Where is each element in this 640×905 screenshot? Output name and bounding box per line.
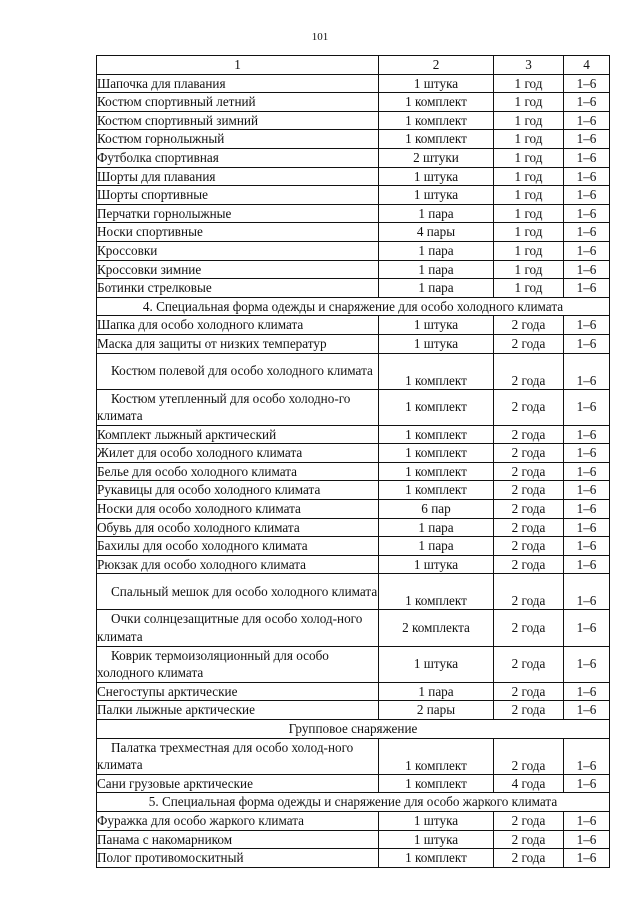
category-cell: 1–6 bbox=[564, 574, 610, 610]
quantity-cell: 1 штука bbox=[379, 555, 494, 574]
category-cell: 1–6 bbox=[564, 425, 610, 444]
item-name-cell: Шапочка для плавания bbox=[97, 74, 379, 93]
category-cell: 1–6 bbox=[564, 186, 610, 205]
item-name-cell: Ботинки стрелковые bbox=[97, 279, 379, 298]
item-name-cell: Снегоступы арктические bbox=[97, 682, 379, 701]
category-cell: 1–6 bbox=[564, 316, 610, 335]
term-cell: 2 года bbox=[494, 316, 564, 335]
term-cell: 1 год bbox=[494, 74, 564, 93]
term-cell: 2 года bbox=[494, 444, 564, 463]
quantity-cell: 1 штука bbox=[379, 74, 494, 93]
item-name-cell: Жилет для особо холодного климата bbox=[97, 444, 379, 463]
term-cell: 2 года bbox=[494, 610, 564, 646]
term-cell: 2 года bbox=[494, 462, 564, 481]
quantity-cell: 1 комплект bbox=[379, 389, 494, 425]
quantity-cell: 1 штука bbox=[379, 830, 494, 849]
item-name-cell: Спальный мешок для особо холодного климата bbox=[97, 574, 379, 610]
table-row bbox=[97, 444, 610, 463]
quantity-cell: 1 штука bbox=[379, 334, 494, 353]
table-row bbox=[97, 93, 610, 112]
item-name-cell: Панама с накомарником bbox=[97, 830, 379, 849]
item-name-cell: Рюкзак для особо холодного климата bbox=[97, 555, 379, 574]
item-name-cell: Носки для особо холодного климата bbox=[97, 500, 379, 519]
item-name-cell: Фуражка для особо жаркого климата bbox=[97, 811, 379, 830]
category-cell: 1–6 bbox=[564, 481, 610, 500]
quantity-cell: 1 комплект bbox=[379, 849, 494, 868]
table-row bbox=[97, 130, 610, 149]
item-name-cell: Кроссовки зимние bbox=[97, 260, 379, 279]
table-header-row bbox=[97, 56, 610, 75]
term-cell: 1 год bbox=[494, 167, 564, 186]
quantity-cell: 1 комплект bbox=[379, 93, 494, 112]
column-header-4: 4 bbox=[564, 56, 610, 75]
table-row bbox=[97, 353, 610, 389]
item-name-cell: Костюм спортивный летний bbox=[97, 93, 379, 112]
table-row bbox=[97, 148, 610, 167]
term-cell: 2 года bbox=[494, 701, 564, 720]
column-header-3: 3 bbox=[494, 56, 564, 75]
item-name-cell: Перчатки горнолыжные bbox=[97, 204, 379, 223]
quantity-cell: 6 пар bbox=[379, 500, 494, 519]
quantity-cell: 1 комплект bbox=[379, 738, 494, 774]
table-row bbox=[97, 500, 610, 519]
quantity-cell: 1 комплект bbox=[379, 481, 494, 500]
term-cell: 2 года bbox=[494, 389, 564, 425]
quantity-cell: 2 комплекта bbox=[379, 610, 494, 646]
table-row bbox=[97, 316, 610, 335]
term-cell: 4 года bbox=[494, 774, 564, 793]
table-row bbox=[97, 186, 610, 205]
category-cell: 1–6 bbox=[564, 811, 610, 830]
term-cell: 2 года bbox=[494, 555, 564, 574]
category-cell: 1–6 bbox=[564, 93, 610, 112]
quantity-cell: 1 комплект bbox=[379, 462, 494, 481]
category-cell: 1–6 bbox=[564, 610, 610, 646]
category-cell: 1–6 bbox=[564, 537, 610, 556]
term-cell: 1 год bbox=[494, 204, 564, 223]
category-cell: 1–6 bbox=[564, 389, 610, 425]
term-cell: 1 год bbox=[494, 223, 564, 242]
category-cell: 1–6 bbox=[564, 130, 610, 149]
quantity-cell: 1 комплект bbox=[379, 444, 494, 463]
item-name-cell: Носки спортивные bbox=[97, 223, 379, 242]
column-header-1: 1 bbox=[97, 56, 379, 75]
category-cell: 1–6 bbox=[564, 241, 610, 260]
table-row bbox=[97, 223, 610, 242]
table-row bbox=[97, 849, 610, 868]
term-cell: 2 года bbox=[494, 500, 564, 519]
category-cell: 1–6 bbox=[564, 167, 610, 186]
table-row bbox=[97, 74, 610, 93]
term-cell: 2 года bbox=[494, 830, 564, 849]
table-row bbox=[97, 389, 610, 425]
term-cell: 1 год bbox=[494, 130, 564, 149]
quantity-cell: 1 пара bbox=[379, 260, 494, 279]
table-row bbox=[97, 701, 610, 720]
equipment-table bbox=[96, 55, 610, 868]
category-cell: 1–6 bbox=[564, 223, 610, 242]
table-row bbox=[97, 334, 610, 353]
term-cell: 2 года bbox=[494, 334, 564, 353]
category-cell: 1–6 bbox=[564, 279, 610, 298]
term-cell: 1 год bbox=[494, 93, 564, 112]
item-name-cell: Шапка для особо холодного климата bbox=[97, 316, 379, 335]
item-name-cell: Палки лыжные арктические bbox=[97, 701, 379, 720]
item-name-cell: Палатка трехместная для особо холод-ного климата bbox=[97, 738, 379, 774]
category-cell: 1–6 bbox=[564, 646, 610, 682]
section-row bbox=[97, 720, 610, 739]
quantity-cell: 1 штука bbox=[379, 811, 494, 830]
table-row bbox=[97, 555, 610, 574]
quantity-cell: 2 штуки bbox=[379, 148, 494, 167]
quantity-cell: 1 пара bbox=[379, 279, 494, 298]
category-cell: 1–6 bbox=[564, 334, 610, 353]
quantity-cell: 4 пары bbox=[379, 223, 494, 242]
term-cell: 2 года bbox=[494, 738, 564, 774]
item-name-cell: Костюм утепленный для особо холодно-го климата bbox=[97, 389, 379, 425]
table-row bbox=[97, 279, 610, 298]
item-name-cell: Шорты для плавания bbox=[97, 167, 379, 186]
term-cell: 2 года bbox=[494, 811, 564, 830]
quantity-cell: 1 пара bbox=[379, 241, 494, 260]
category-cell: 1–6 bbox=[564, 111, 610, 130]
item-name-cell: Сани грузовые арктические bbox=[97, 774, 379, 793]
table-row bbox=[97, 774, 610, 793]
column-header-2: 2 bbox=[379, 56, 494, 75]
quantity-cell: 1 пара bbox=[379, 518, 494, 537]
term-cell: 1 год bbox=[494, 148, 564, 167]
section-title: 4. Специальная форма одежды и снаряжение для особо холодного климата bbox=[97, 297, 610, 316]
page-number: 101 bbox=[311, 31, 329, 43]
table-row bbox=[97, 738, 610, 774]
term-cell: 2 года bbox=[494, 518, 564, 537]
quantity-cell: 1 пара bbox=[379, 682, 494, 701]
item-name-cell: Шорты спортивные bbox=[97, 186, 379, 205]
quantity-cell: 1 штука bbox=[379, 316, 494, 335]
category-cell: 1–6 bbox=[564, 353, 610, 389]
category-cell: 1–6 bbox=[564, 849, 610, 868]
term-cell: 1 год bbox=[494, 186, 564, 205]
term-cell: 1 год bbox=[494, 241, 564, 260]
table-row bbox=[97, 462, 610, 481]
term-cell: 2 года bbox=[494, 481, 564, 500]
item-name-cell: Маска для защиты от низких температур bbox=[97, 334, 379, 353]
quantity-cell: 1 комплект bbox=[379, 353, 494, 389]
item-name-cell: Полог противомоскитный bbox=[97, 849, 379, 868]
term-cell: 2 года bbox=[494, 425, 564, 444]
quantity-cell: 2 пары bbox=[379, 701, 494, 720]
table-row bbox=[97, 260, 610, 279]
table-row bbox=[97, 610, 610, 646]
category-cell: 1–6 bbox=[564, 74, 610, 93]
item-name-cell: Кроссовки bbox=[97, 241, 379, 260]
category-cell: 1–6 bbox=[564, 518, 610, 537]
item-name-cell: Очки солнцезащитные для особо холод-ного климата bbox=[97, 610, 379, 646]
category-cell: 1–6 bbox=[564, 555, 610, 574]
term-cell: 2 года bbox=[494, 682, 564, 701]
section-title: 5. Специальная форма одежды и снаряжение для особо жаркого климата bbox=[97, 793, 610, 812]
category-cell: 1–6 bbox=[564, 462, 610, 481]
quantity-cell: 1 комплект bbox=[379, 774, 494, 793]
table-row bbox=[97, 518, 610, 537]
category-cell: 1–6 bbox=[564, 444, 610, 463]
quantity-cell: 1 комплект bbox=[379, 130, 494, 149]
item-name-cell: Комплект лыжный арктический bbox=[97, 425, 379, 444]
quantity-cell: 1 штука bbox=[379, 646, 494, 682]
term-cell: 2 года bbox=[494, 353, 564, 389]
section-row bbox=[97, 297, 610, 316]
item-name-cell: Костюм горнолыжный bbox=[97, 130, 379, 149]
category-cell: 1–6 bbox=[564, 774, 610, 793]
table-row bbox=[97, 204, 610, 223]
item-name-cell: Обувь для особо холодного климата bbox=[97, 518, 379, 537]
item-name-cell: Футболка спортивная bbox=[97, 148, 379, 167]
quantity-cell: 1 штука bbox=[379, 167, 494, 186]
table-row bbox=[97, 111, 610, 130]
table-row bbox=[97, 574, 610, 610]
quantity-cell: 1 пара bbox=[379, 204, 494, 223]
item-name-cell: Рукавицы для особо холодного климата bbox=[97, 481, 379, 500]
quantity-cell: 1 комплект bbox=[379, 111, 494, 130]
term-cell: 2 года bbox=[494, 849, 564, 868]
category-cell: 1–6 bbox=[564, 701, 610, 720]
quantity-cell: 1 комплект bbox=[379, 574, 494, 610]
category-cell: 1–6 bbox=[564, 500, 610, 519]
term-cell: 1 год bbox=[494, 111, 564, 130]
category-cell: 1–6 bbox=[564, 738, 610, 774]
item-name-cell: Коврик термоизоляционный для особо холодного климата bbox=[97, 646, 379, 682]
quantity-cell: 1 комплект bbox=[379, 425, 494, 444]
table-row bbox=[97, 811, 610, 830]
table-row bbox=[97, 241, 610, 260]
category-cell: 1–6 bbox=[564, 204, 610, 223]
term-cell: 1 год bbox=[494, 279, 564, 298]
table-row bbox=[97, 682, 610, 701]
term-cell: 2 года bbox=[494, 537, 564, 556]
quantity-cell: 1 штука bbox=[379, 186, 494, 205]
table-row bbox=[97, 537, 610, 556]
term-cell: 1 год bbox=[494, 260, 564, 279]
section-title: Групповое снаряжение bbox=[97, 720, 610, 739]
table-row bbox=[97, 425, 610, 444]
table-row bbox=[97, 481, 610, 500]
table-row bbox=[97, 167, 610, 186]
item-name-cell: Костюм спортивный зимний bbox=[97, 111, 379, 130]
term-cell: 2 года bbox=[494, 574, 564, 610]
quantity-cell: 1 пара bbox=[379, 537, 494, 556]
item-name-cell: Белье для особо холодного климата bbox=[97, 462, 379, 481]
category-cell: 1–6 bbox=[564, 148, 610, 167]
category-cell: 1–6 bbox=[564, 682, 610, 701]
section-row bbox=[97, 793, 610, 812]
item-name-cell: Бахилы для особо холодного климата bbox=[97, 537, 379, 556]
table-row bbox=[97, 830, 610, 849]
term-cell: 2 года bbox=[494, 646, 564, 682]
item-name-cell: Костюм полевой для особо холодного климата bbox=[97, 353, 379, 389]
category-cell: 1–6 bbox=[564, 260, 610, 279]
table-row bbox=[97, 646, 610, 682]
category-cell: 1–6 bbox=[564, 830, 610, 849]
